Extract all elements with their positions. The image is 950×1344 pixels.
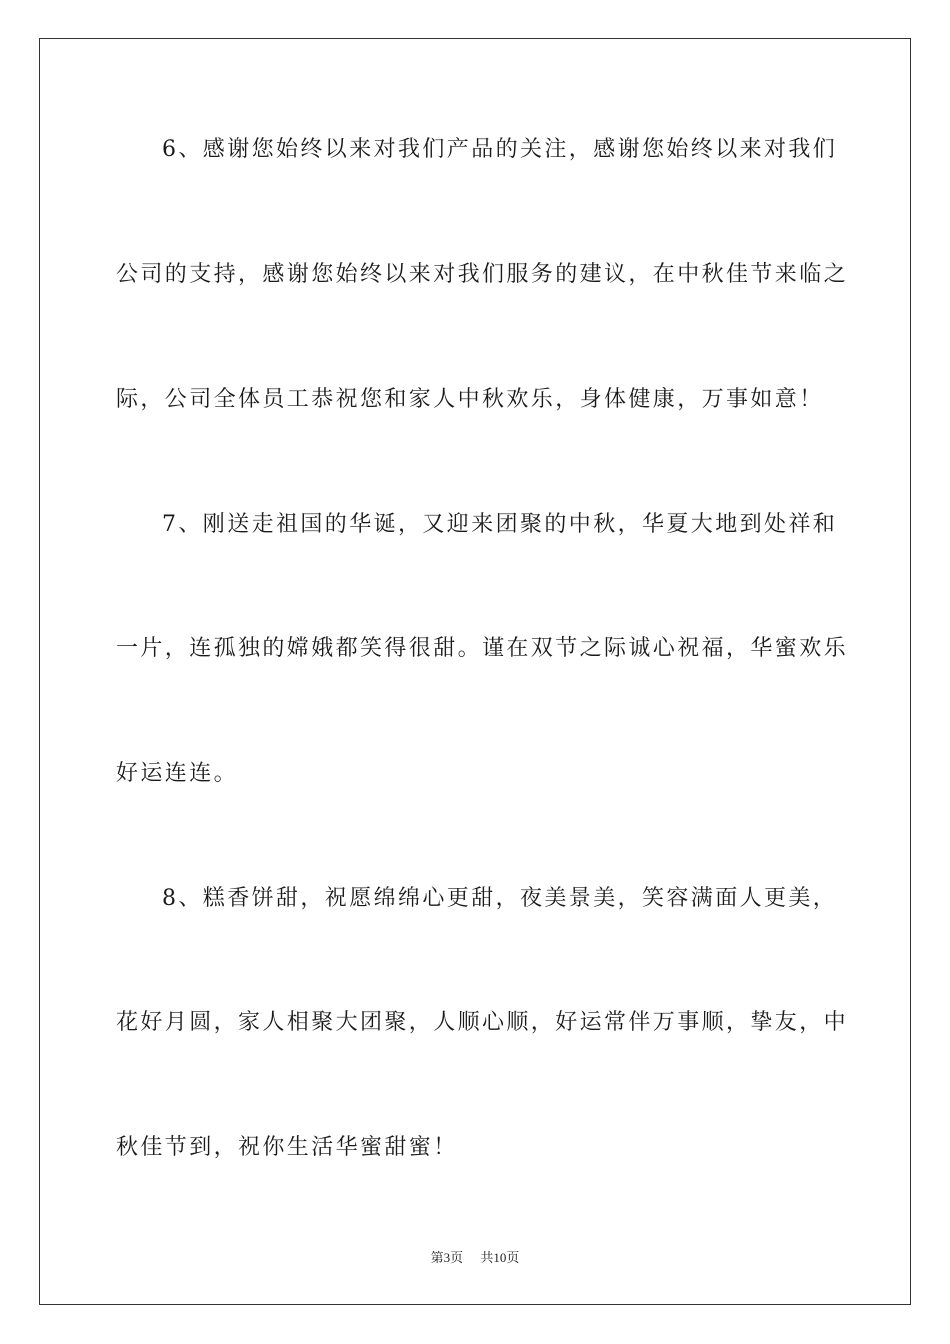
- paragraph-8-line-3: 秋佳节到，祝你生活华蜜甜蜜！: [116, 1135, 458, 1160]
- paragraph-7-line-3: 好运连连。: [116, 761, 239, 786]
- paragraph-6-line-3: 际，公司全体员工恭祝您和家人中秋欢乐，身体健康，万事如意！: [116, 387, 824, 412]
- paragraph-7-line-2: 一片，连孤独的嫦娥都笑得很甜。谨在双节之际诚心祝福，华蜜欢乐: [116, 636, 849, 661]
- page-total: 共10页: [480, 1250, 520, 1265]
- paragraph-6-line-1: 6、感谢您始终以来对我们产品的关注，感谢您始终以来对我们: [162, 137, 838, 162]
- paragraph-8-line-2: 花好月圆，家人相聚大团聚，人顺心顺，好运常伴万事顺，挚友，中: [116, 1010, 849, 1035]
- page-border: [39, 38, 911, 1305]
- paragraph-7-line-1: 7、刚送走祖国的华诞，又迎来团聚的中秋，华夏大地到处祥和: [162, 512, 838, 537]
- page-number: 第3页: [430, 1250, 464, 1265]
- paragraph-8-line-1: 8、糕香饼甜，祝愿绵绵心更甜，夜美景美，笑容满面人更美，: [162, 886, 838, 911]
- page-footer: [0, 1247, 950, 1266]
- paragraph-6-line-2: 公司的支持，感谢您始终以来对我们服务的建议，在中秋佳节来临之: [116, 262, 849, 287]
